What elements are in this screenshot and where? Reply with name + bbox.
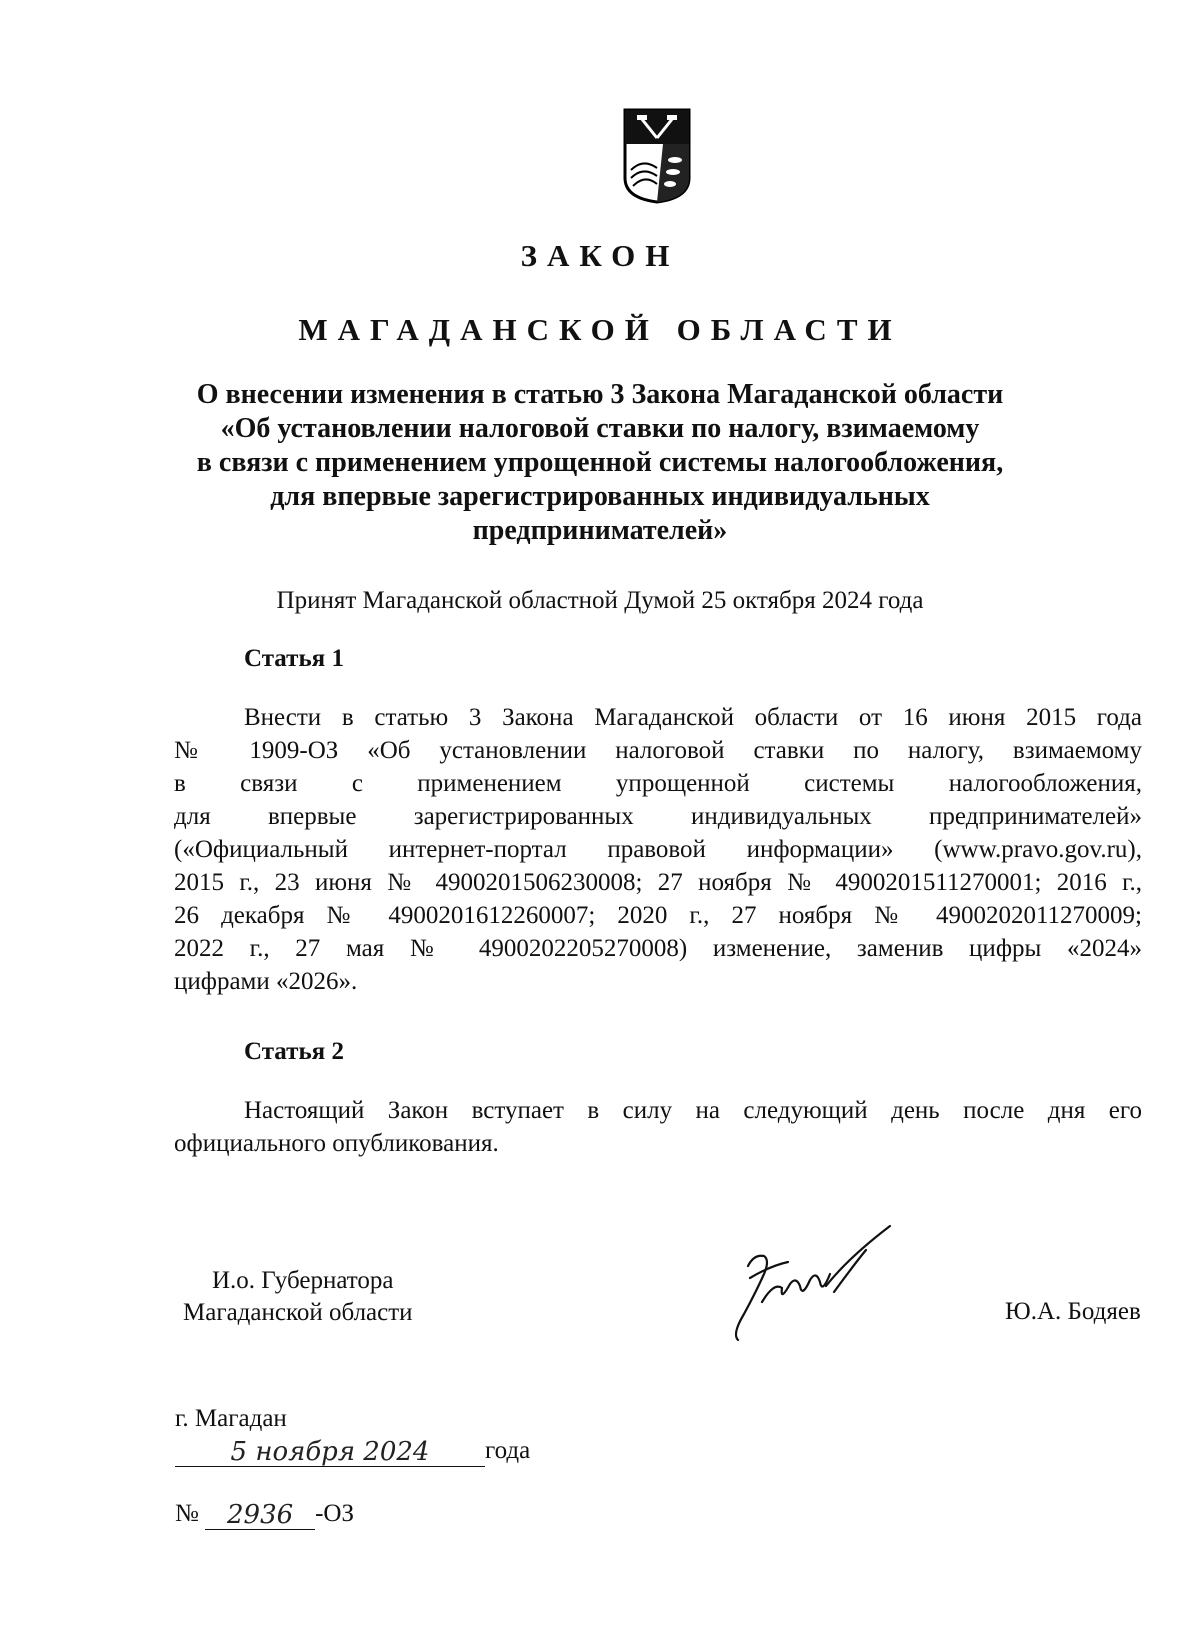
document-type-heading: ЗАКОН bbox=[520, 238, 680, 273]
number-prefix: № bbox=[175, 1500, 199, 1527]
title-line: «Об установлении налоговой ставки по налогу, взимаемому bbox=[220, 413, 980, 444]
paragraph-line: в связи с применением упрощенной системы налогообложения, bbox=[174, 770, 1142, 797]
article-1-text bbox=[174, 701, 1142, 998]
title-line: О внесении изменения в статью 3 Закона Магаданской области bbox=[196, 379, 1004, 410]
number-suffix: -ОЗ bbox=[315, 1500, 355, 1527]
paragraph-line: 2015 г., 23 июня № 4900201506230008; 27 ноября № 4900201511270001; 2016 г., bbox=[174, 869, 1142, 896]
signatory-position-line: Магаданской области bbox=[183, 1299, 413, 1326]
signatory-position bbox=[183, 1265, 413, 1329]
handwritten-number: 2936 bbox=[205, 1499, 315, 1530]
paragraph-line: 26 декабря № 4900201612260007; 2020 г., 27 ноября № 4900202011270009; bbox=[174, 902, 1142, 929]
title-line: в связи с применением упрощенной системы налогообложения, bbox=[196, 447, 1004, 478]
article-1-heading: Статья 1 bbox=[244, 645, 344, 672]
law-title bbox=[150, 378, 1050, 548]
region-heading: МАГАДАНСКОЙ ОБЛАСТИ bbox=[298, 312, 902, 347]
title-line: для впервые зарегистрированных индивидуальных bbox=[270, 481, 930, 512]
signing-date bbox=[175, 1435, 530, 1467]
paragraph-line: Внести в статью 3 Закона Магаданской области от 16 июня 2015 года bbox=[244, 704, 1142, 731]
paragraph-line: официального опубликования. bbox=[174, 1130, 499, 1157]
title-line: предпринимателей» bbox=[472, 515, 728, 546]
signatory-name: Ю.А. Бодяев bbox=[1005, 1298, 1141, 1325]
article-2-heading: Статья 2 bbox=[244, 1038, 344, 1065]
paragraph-line: № 1909-ОЗ «Об установлении налоговой ставки по налогу, взимаемому bbox=[174, 737, 1142, 764]
paragraph-line: для впервые зарегистрированных индивидуальных предпринимателей» bbox=[174, 803, 1142, 830]
law-number bbox=[175, 1498, 354, 1530]
city-label: г. Магадан bbox=[175, 1405, 287, 1432]
signatory-position-line: И.о. Губернатора bbox=[212, 1267, 394, 1294]
coat-of-arms-icon bbox=[623, 108, 691, 204]
date-suffix: года bbox=[485, 1437, 531, 1464]
paragraph-line: 2022 г., 27 мая № 4900202205270008) изменение, заменив цифры «2024» bbox=[174, 935, 1142, 962]
paragraph-line: («Официальный интернет-портал правовой информации» (www.pravo.gov.ru), bbox=[174, 836, 1142, 863]
handwritten-date: 5 ноября 2024 bbox=[175, 1436, 485, 1467]
handwritten-signature-icon bbox=[730, 1222, 900, 1352]
adoption-note: Принят Магаданской областной Думой 25 октября 2024 года bbox=[276, 587, 924, 614]
article-2-text bbox=[174, 1094, 1142, 1160]
paragraph-line: Настоящий Закон вступает в силу на следующий день после дня его bbox=[244, 1097, 1142, 1124]
paragraph-line: цифрами «2026». bbox=[174, 968, 358, 995]
